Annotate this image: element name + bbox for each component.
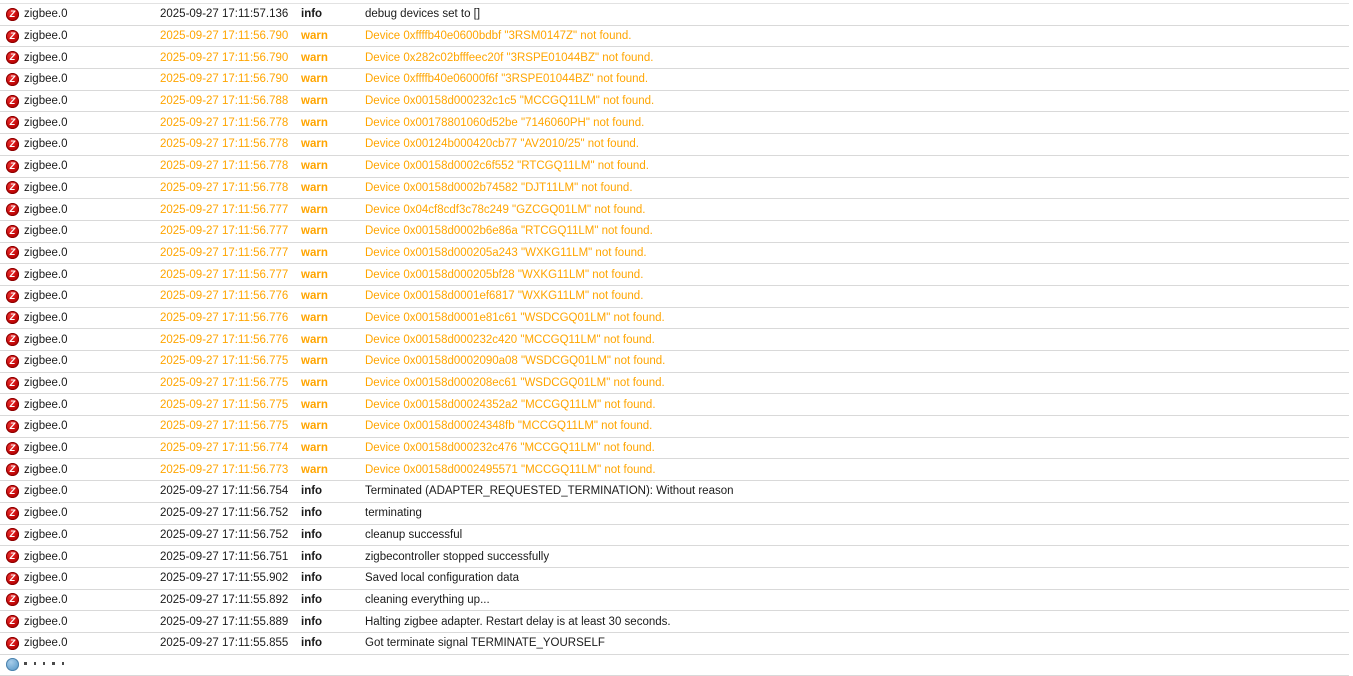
log-message: Device 0x00158d0001e81c61 "WSDCGQ01LM" not found. [365,311,665,324]
log-severity-badge: warn [301,203,328,216]
log-timestamp: 2025-09-27 17:11:56.778 [160,181,289,194]
log-severity-badge: warn [301,51,328,64]
log-row-partial-next[interactable] [0,655,1349,676]
log-source-label: zigbee.0 [24,507,68,520]
log-source-cell [0,550,160,563]
zigbee-logo-icon: Z [6,637,19,650]
log-row[interactable] [0,611,1349,633]
zigbee-logo-icon: Z [6,246,19,259]
zigbee-logo-icon: Z [6,268,19,281]
log-severity-badge: warn [301,95,328,108]
log-row[interactable] [0,590,1349,612]
log-severity-badge: warn [301,333,328,346]
log-row[interactable] [0,546,1349,568]
log-message: Device 0x00158d0002b74582 "DJT11LM" not found. [365,181,633,194]
log-timestamp: 2025-09-27 17:11:56.751 [160,550,289,563]
zigbee-logo-icon: Z [6,95,19,108]
log-severity-badge: info [301,637,323,650]
log-timestamp: 2025-09-27 17:11:56.773 [160,463,289,476]
log-severity-badge: info [301,572,323,585]
log-severity-badge: warn [301,138,328,151]
log-row[interactable] [0,373,1349,395]
log-row[interactable] [0,394,1349,416]
log-severity-badge: info [301,8,323,21]
log-source-cell [0,246,160,259]
log-severity-badge: warn [301,463,328,476]
log-row[interactable] [0,329,1349,351]
log-source-cell [0,73,160,86]
log-source-cell [0,463,160,476]
log-message: Device 0x00158d0001ef6817 "WXKG11LM" not found. [365,290,644,303]
log-row[interactable] [0,243,1349,265]
log-source-label: zigbee.0 [24,181,68,194]
log-source-cell [0,8,160,21]
adapter-logo-icon [6,658,19,671]
log-timestamp: 2025-09-27 17:11:56.752 [160,528,289,541]
log-row[interactable] [0,525,1349,547]
log-source-label: zigbee.0 [24,377,68,390]
log-source-label: zigbee.0 [24,51,68,64]
log-source-label: zigbee.0 [24,485,68,498]
log-source-label: zigbee.0 [24,268,68,281]
log-source-cell [0,485,160,498]
log-timestamp: 2025-09-27 17:11:56.776 [160,333,289,346]
log-source-label: zigbee.0 [24,203,68,216]
log-timestamp: 2025-09-27 17:11:55.902 [160,572,289,585]
zigbee-logo-icon: Z [6,377,19,390]
zigbee-logo-icon: Z [6,398,19,411]
log-message: Device 0x00158d00024352a2 "MCCGQ11LM" not found. [365,398,656,411]
zigbee-logo-icon: Z [6,572,19,585]
log-source-label: zigbee.0 [24,420,68,433]
zigbee-logo-icon: Z [6,615,19,628]
zigbee-logo-icon: Z [6,51,19,64]
zigbee-logo-icon: Z [6,485,19,498]
log-timestamp: 2025-09-27 17:11:56.777 [160,225,289,238]
log-row[interactable] [0,178,1349,200]
log-timestamp: 2025-09-27 17:11:56.790 [160,73,289,86]
log-source-cell [0,507,160,520]
log-message: Device 0x00158d0002c6f552 "RTCGQ11LM" not found. [365,160,649,173]
log-source-cell [0,333,160,346]
zigbee-logo-icon: Z [6,203,19,216]
log-timestamp: 2025-09-27 17:11:56.778 [160,138,289,151]
log-source-cell [0,116,160,129]
log-timestamp: 2025-09-27 17:11:56.776 [160,290,289,303]
log-row[interactable] [0,308,1349,330]
zigbee-logo-icon: Z [6,507,19,520]
log-source-label: zigbee.0 [24,442,68,455]
log-row[interactable] [0,47,1349,69]
log-source-label: zigbee.0 [24,73,68,86]
zigbee-logo-icon: Z [6,355,19,368]
log-source-label: zigbee.0 [24,637,68,650]
log-severity-badge: info [301,485,323,498]
log-source-cell [0,160,160,173]
log-source-cell [0,138,160,151]
zigbee-logo-icon: Z [6,8,19,21]
zigbee-logo-icon: Z [6,311,19,324]
log-timestamp: 2025-09-27 17:11:56.777 [160,268,289,281]
log-source-cell [0,95,160,108]
log-timestamp: 2025-09-27 17:11:56.775 [160,398,289,411]
log-timestamp: 2025-09-27 17:11:55.889 [160,615,289,628]
zigbee-logo-icon: Z [6,333,19,346]
log-timestamp: 2025-09-27 17:11:56.776 [160,311,289,324]
log-severity-badge: warn [301,225,328,238]
log-row[interactable] [0,286,1349,308]
log-row[interactable] [0,69,1349,91]
zigbee-logo-icon: Z [6,290,19,303]
log-message: Got terminate signal TERMINATE_YOURSELF [365,637,605,650]
log-row[interactable] [0,156,1349,178]
log-source-label: zigbee.0 [24,30,68,43]
log-row[interactable] [0,134,1349,156]
log-source-label: zigbee.0 [24,615,68,628]
log-source-cell [0,658,160,671]
log-message: Device 0x00158d000205bf28 "WXKG11LM" not found. [365,268,644,281]
log-source-label: zigbee.0 [24,572,68,585]
zigbee-logo-icon: Z [6,463,19,476]
zigbee-logo-icon: Z [6,420,19,433]
log-severity-badge: info [301,528,323,541]
log-timestamp: 2025-09-27 17:11:56.790 [160,30,289,43]
log-source-label: zigbee.0 [24,225,68,238]
zigbee-logo-icon: Z [6,116,19,129]
zigbee-logo-icon: Z [6,160,19,173]
zigbee-logo-icon: Z [6,30,19,43]
log-severity-badge: info [301,507,323,520]
log-timestamp: 2025-09-27 17:11:56.778 [160,160,289,173]
log-row[interactable] [0,4,1349,26]
log-severity-badge: warn [301,420,328,433]
log-source-cell [0,203,160,216]
log-source-cell [0,311,160,324]
log-timestamp: 2025-09-27 17:11:56.775 [160,420,289,433]
log-severity-badge: warn [301,73,328,86]
log-source-cell [0,377,160,390]
log-severity-badge: info [301,593,323,606]
zigbee-logo-icon: Z [6,225,19,238]
log-source-cell [0,268,160,281]
log-source-cell [0,290,160,303]
log-source-label: zigbee.0 [24,246,68,259]
log-timestamp: 2025-09-27 17:11:56.777 [160,246,289,259]
log-table [0,3,1349,676]
log-message: Device 0x00158d000232c476 "MCCGQ11LM" not found. [365,442,655,455]
log-severity-badge: warn [301,398,328,411]
log-message: Device 0x00124b000420cb77 "AV2010/25" not found. [365,138,639,151]
log-source-label: zigbee.0 [24,116,68,129]
log-timestamp: 2025-09-27 17:11:56.777 [160,203,289,216]
log-message: Device 0x00158d000208ec61 "WSDCGQ01LM" not found. [365,377,665,390]
log-severity-badge: warn [301,268,328,281]
log-source-label: zigbee.0 [24,8,68,21]
log-message: cleaning everything up... [365,593,490,606]
log-source-label: zigbee.0 [24,463,68,476]
log-message: Saved local configuration data [365,572,520,585]
log-source-cell [0,528,160,541]
zigbee-logo-icon: Z [6,138,19,151]
log-message: Device 0x00158d000205a243 "WXKG11LM" not found. [365,246,647,259]
log-timestamp: 2025-09-27 17:11:56.775 [160,355,289,368]
log-timestamp: 2025-09-27 17:11:56.774 [160,442,289,455]
log-severity-badge: warn [301,116,328,129]
log-row[interactable] [0,199,1349,221]
log-message: Terminated (ADAPTER_REQUESTED_TERMINATION): Without reason [365,485,734,498]
log-timestamp: 2025-09-27 17:11:55.892 [160,593,289,606]
log-message: cleanup successful [365,528,463,541]
log-message: Device 0x282c02bfffeec20f "3RSPE01044BZ" not found. [365,51,654,64]
log-row[interactable] [0,459,1349,481]
log-row[interactable] [0,264,1349,286]
log-rows [0,4,1349,655]
zigbee-logo-icon: Z [6,181,19,194]
log-severity-badge: warn [301,181,328,194]
log-source-label: zigbee.0 [24,593,68,606]
zigbee-logo-icon: Z [6,73,19,86]
log-source-cell [0,181,160,194]
log-severity-badge: info [301,615,323,628]
log-source-cell [0,637,160,650]
log-message: Device 0xffffb40e0600bdbf "3RSM0147Z" not found. [365,30,632,43]
log-source-cell [0,51,160,64]
log-source-cell [0,420,160,433]
log-message: Halting zigbee adapter. Restart delay is at least 30 seconds. [365,615,671,628]
log-source-cell [0,442,160,455]
zigbee-logo-icon: Z [6,528,19,541]
log-source-cell [0,572,160,585]
log-message: Device 0x04cf8cdf3c78c249 "GZCGQ01LM" not found. [365,203,646,216]
log-severity-badge: warn [301,290,328,303]
log-source-label: zigbee.0 [24,528,68,541]
log-severity-badge: info [301,550,323,563]
log-severity-badge: warn [301,30,328,43]
log-timestamp: 2025-09-27 17:11:56.778 [160,116,289,129]
log-message: Device 0xffffb40e06000f6f "3RSPE01044BZ" not found. [365,73,649,86]
log-severity-badge: warn [301,311,328,324]
log-row[interactable] [0,416,1349,438]
log-source-cell [0,615,160,628]
log-source-label: zigbee.0 [24,333,68,346]
log-severity-badge: warn [301,355,328,368]
log-row[interactable] [0,351,1349,373]
log-severity-badge: warn [301,442,328,455]
zigbee-logo-icon: Z [6,593,19,606]
log-source-label: zigbee.0 [24,290,68,303]
log-row[interactable] [0,26,1349,48]
log-row[interactable] [0,438,1349,460]
log-row[interactable] [0,633,1349,655]
log-source-label: zigbee.0 [24,398,68,411]
log-message: Device 0x00158d000232c1c5 "MCCGQ11LM" not found. [365,95,655,108]
log-source-cell [0,593,160,606]
log-source-label: zigbee.0 [24,95,68,108]
log-row[interactable] [0,112,1349,134]
log-severity-badge: warn [301,160,328,173]
log-source-cell [0,355,160,368]
log-timestamp: 2025-09-27 17:11:56.752 [160,507,289,520]
log-source-label: zigbee.0 [24,311,68,324]
zigbee-logo-icon: Z [6,442,19,455]
log-source-cell [0,30,160,43]
log-row[interactable] [0,481,1349,503]
log-row[interactable] [0,568,1349,590]
log-message: Device 0x00158d0002495571 "MCCGQ11LM" not found. [365,463,656,476]
zigbee-logo-icon: Z [6,550,19,563]
log-message: debug devices set to [] [365,8,481,21]
log-severity-badge: warn [301,246,328,259]
log-row[interactable] [0,91,1349,113]
log-message: terminating [365,507,422,520]
log-timestamp: 2025-09-27 17:11:56.788 [160,95,289,108]
log-timestamp: 2025-09-27 17:11:56.775 [160,377,289,390]
log-timestamp: 2025-09-27 17:11:55.855 [160,637,289,650]
log-source-cell [0,225,160,238]
log-timestamp: 2025-09-27 17:11:56.754 [160,485,289,498]
log-source-label: zigbee.0 [24,138,68,151]
log-source-cell [0,398,160,411]
log-severity-badge: warn [301,377,328,390]
log-message: Device 0x00158d00024348fb "MCCGQ11LM" not found. [365,420,653,433]
log-message: Device 0x00158d0002b6e86a "RTCGQ11LM" not found. [365,225,653,238]
log-message: Device 0x00158d000232c420 "MCCGQ11LM" not found. [365,333,655,346]
log-message: Device 0x00158d0002090a08 "WSDCGQ01LM" not found. [365,355,666,368]
log-source-label: zigbee.0 [24,550,68,563]
log-message: zigbecontroller stopped successfully [365,550,550,563]
log-timestamp: 2025-09-27 17:11:57.136 [160,8,289,21]
log-source-label: zigbee.0 [24,160,68,173]
log-message: Device 0x00178801060d52be "7146060PH" not found. [365,116,645,129]
log-source-label: zigbee.0 [24,355,68,368]
log-row[interactable] [0,503,1349,525]
log-timestamp: 2025-09-27 17:11:56.790 [160,51,289,64]
log-row[interactable] [0,221,1349,243]
